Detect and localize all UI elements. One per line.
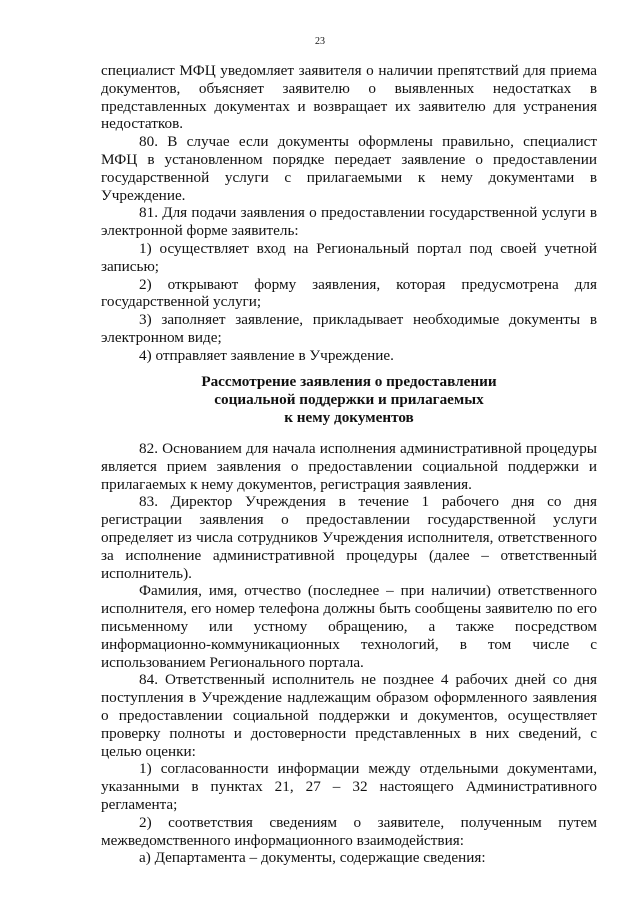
- text-block-top: [101, 62, 597, 365]
- heading-line: Рассмотрение заявления о предоставлении: [201, 373, 497, 390]
- list-item: 4) отправляет заявление в Учреждение.: [139, 346, 394, 364]
- paragraph: 84. Ответственный исполнитель не позднее 4 рабочих дней со дня поступления в Учреждение надлежащим образом оформленного заявления о предоставлении социальной поддержки и документов, осуществляет проверку полноты и достоверности представленных в них сведений, с целью оценки:: [101, 671, 597, 760]
- section-heading: [101, 373, 597, 426]
- list-item: 2) соответствия сведениям о заявителе, полученным путем межведомственного информационного взаимодействия:: [101, 813, 597, 849]
- list-item: 1) согласованности информации между отдельными документами, указанными в пунктах 21, 27 – 32 настоящего Административного регламента;: [101, 760, 597, 813]
- paragraph: Фамилия, имя, отчество (последнее – при наличии) ответственного исполнителя, его номер телефона должны быть сообщены заявителю по его письменному или устному обращению, а также посредством информационно-коммуникационных технологий, в том числе с использованием Регионального портала.: [101, 582, 597, 671]
- paragraph: 82. Основанием для начала исполнения административной процедуры является прием заявления о предоставлении социальной поддержки и прилагаемых к нему документов, регистрация заявления.: [101, 440, 597, 493]
- heading-line: к нему документов: [284, 408, 414, 426]
- paragraph: специалист МФЦ уведомляет заявителя о наличии препятствий для приема документов, объясняет заявителю о выявленных недостатках в представленных документах и возвращает их заявителю для устранения недостатков.: [101, 62, 597, 133]
- list-item: 3) заполняет заявление, прикладывает необходимые документы в электронном виде;: [101, 311, 597, 346]
- list-item: 2) открывают форму заявления, которая предусмотрена для государственной услуги;: [101, 275, 597, 311]
- list-item: а) Департамента – документы, содержащие сведения:: [139, 849, 486, 867]
- list-item: 1) осуществляет вход на Региональный портал под своей учетной записью;: [101, 239, 597, 275]
- page-number: 23: [315, 36, 325, 47]
- paragraph: 83. Директор Учреждения в течение 1 рабочего дня со дня регистрации заявления о предоставлении государственной услуги определяет из числа сотрудников Учреждения исполнителя, ответственного за исполнение административной процедуры (далее – ответственный исполнитель).: [101, 493, 597, 582]
- paragraph: 80. В случае если документы оформлены правильно, специалист МФЦ в установленном порядке передает заявление о предоставлении государственной услуги с прилагаемыми к нему документами в Учреждение.: [101, 133, 597, 204]
- text-block-bottom: [101, 440, 597, 867]
- paragraph: 81. Для подачи заявления о предоставлении государственной услуги в электронной форме заявитель:: [101, 204, 597, 240]
- heading-line: социальной поддержки и прилагаемых: [214, 390, 484, 408]
